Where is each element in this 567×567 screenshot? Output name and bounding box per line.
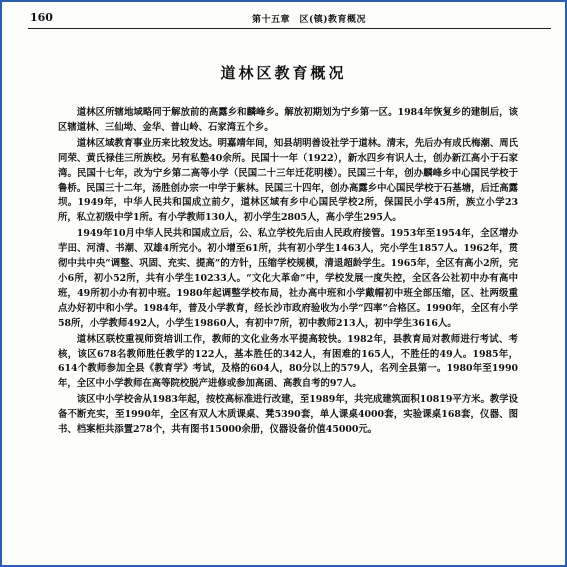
header-divider xyxy=(28,28,551,29)
chapter-running-header: 第十五章 区(镇)教育概况 xyxy=(252,15,367,25)
paragraph: 道林区联校重视师资培训工作，教师的文化业务水平提高较快。1982年，县教育局对教师进行考试、考核，该区678名教师胜任教学的122人，基本胜任的342人，有困难的165人，不胜任的49人。1985年，614个教师参加全县《教育学》考试，及格的604人，80分以上的579人，名列全县第一。1980年至1990年，全区中小学教师在高等院校脱产进修或参加高函、高教自考的97人。 xyxy=(58,333,518,390)
paragraph: 该区中小学校舍从1983年起，按校高标准进行改建，至1989年，共完成建筑面积10819平方米。教学设备不断充实，至1990年，全区有双人木质课桌、凳5390套，单人课桌4000套，实验课桌168套，仪器、图书、档案柜共添置278个，共有图书15000余册，仪器设备价值45000元。 xyxy=(58,394,518,436)
paragraph: 道林区所辖地域略同于解放前的高露乡和麟峰乡。解放初期划为宁乡第一区。1984年恢复乡的建制后，该区辖道林、三仙坳、金华、普山岭、石家湾五个乡。 xyxy=(58,107,518,133)
article-title: 道林区教育概况 xyxy=(220,64,347,82)
paragraph: 道林区域教育事业历来比较发达。明嘉靖年间，知县胡明善设社学于道林。清末，先后办有成氏梅潮、周氏同荣、黄氏禄佳三所族校。另有私塾40余所。民国十一年（1922），新水四乡有识人士，创办新江高小于石家湾。民国十七年，改为宁乡第二高等小学（民国二十三年迁花明楼）。民国三十年，创办麟峰乡中心国民学校于鲁桥。民国三十二年，汤胜创办宗一中学于紫林。民国三十四年，创办高露乡中心国民学校于石基塘，后迁高露坝。1949年，中华人民共和国成立前夕，道林区域有乡中心国民学校2所，保国民小学45所，族立小学23所，私立初级中学1所。有小学教师130人，初小学生2805人，高小学生295人。 xyxy=(58,137,518,224)
paragraph: 1949年10月中华人民共和国成立后，公、私立学校先后由人民政府接管。1953年至1954年，全区增办芋田、河清、书潮、双雄4所完小。初小增至61所，共有初小学生1463人，完小学生1857人。1962年，贯彻中共中央“调整、巩固、充实、提高”的方针，压缩学校规模，清退超龄学生。1965年，全区有高小2所，完小6所，初小52所，共有小学生10233人。“文化大革命”中，学校发展一度失控，全区各公社初中办有高中班，49所初小办有初中班。1980年起调整学校布局，社办高中班和小学戴帽初中班全部压缩，区、社两级重点办好初中和小学。1984年，普及小学教育，经长沙市政府验收为小学“四率”合格区。1990年，全区有小学58所，小学教师492人，小学生19860人，有初中7所，初中教师213人，初中学生3616人。 xyxy=(58,228,518,329)
page-number: 160 xyxy=(30,11,53,24)
article-body xyxy=(58,106,518,438)
